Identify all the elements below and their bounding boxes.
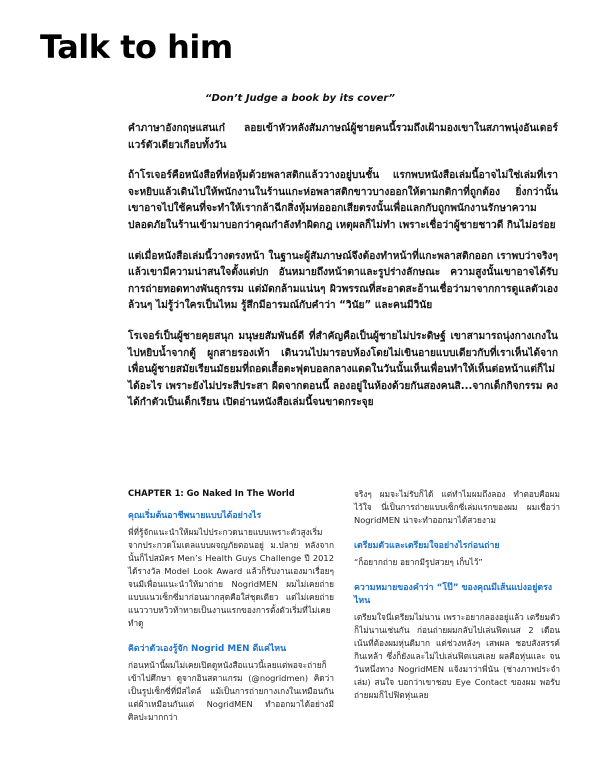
intro-paragraph: โรเจอร์เป็นผู้ชายคุยสนุก มนุษยสัมพันธ์ดี ที่สำคัญคือเป็นผู้ชายไม่ประดิษฐ์ เขาสามารถนุ่งกางเกงในไปหยิบน้ำจากตู้ ผูกสายรองเท้า เดินวนไปมารอบห้องโดยไม่เขินอายแบบเดียวกับที่เราเห็นได้จากเพื่อนผู้ชายสมัยเรียนมัธยมที่ถอดเสื้อตะฟุตบอลกลางแดดในวันนั้นเห็นเพื่อนทำให้เห็นต่อหน้าแต่ก็ไม่ได้อะไร เพราะยังไม่ประสีประสา ผิดจากตอนนี้ ลองอยู่ในห้องด้วยกันสองคนสิ...จากเด็กกิจกรรม คงได้กำตัวเป็นเด็กเรียน เปิดอ่านหนังสือเล่มนี้จนขาดกระจุย — [128, 330, 558, 409]
answer-text: “ก็อยากถ่าย อยากมีรูปสวยๆ เก็บไว้” — [354, 557, 483, 567]
answer-text: เตรียมใจนี่เตรียมไม่นาน เพราะอยากลองอยู่แล้ว เตรียมตัวก็ไม่นานเช่นกัน ก่อนถ่ายผมกลับไปเล่นฟิตเนส 2 เดือน เน้นที่ต้องผมหุ่นดีมาก แต่ช่วงหลังๆ เสพผล ชอบสังสรรค์ กินเหล้า ซึ่งก็ยังและไม่ไปเล่นฟิตเนสเลย ผลคือหุ่นและ จนวันหนึ่งทาง NogridMEN แจ้งมาว่าพี่นัน (ช่างภาพประจำเล่ม) สนใจ บอกว่าเขาชอบ Eye Contact ของผม พอรับถ่ายผมก็ไปฟิตหุ่นเลย — [354, 612, 560, 700]
intro-paragraph: แต่เมื่อหนังสือเล่มนี้วางตรงหน้า ในฐานะผู้สัมภาษณ์จึงต้องทำหน้าที่แกะพลาสติกออก เราพบว่าจริงๆ แล้วเขามีความน่าสนใจตั้งแต่ปก อันหมายถึงหน้าตาและรูปร่างลักษณะ ความสูงนั้นเขาอาจได้รับการถ่ายทอดทางพันธุกรรม แต่มัดกล้ามแน่นๆ ผิวพรรณที่สะอาดสะอ้านเชื่อว่ามาจากการดูแลตัวเองล้วนๆ ไม่รู้ว่าใครเป็นไหม รู้สึกมีอารมณ์กับคำว่า “วินัย” และคนมีวินัย — [128, 250, 558, 312]
answer-text: พี่ที่รู้จักแนะนำให้ผมไปประกวดนายแบบเพราะตัวสูงเริ่มจากประกวดโมเดลแบบผจญภัยตอนอยู่ ม.ปลาย หลังจากนั้นก็ไปสมัคร Men’s Health Guys Challenge ปี 2012 ได้รางวัล Model Look Award แล้วก็รับงานเองมาเรื่อยๆ จนมีเพื่อนแนะนำให้มาถ่าย NogridMEN ผมไม่เคยถ่ายแบบแนวเซ็กซี่มาก่อนมากสุดคือใส่ชุดเดียว แต่ไม่เคยถ่ายแนววาบหวิวท้าทายเป็นงานแรกของการตั้งตัวเริ่มที่ไม่เคยทำดู — [128, 527, 334, 628]
intro-paragraph: ถ้าโรเจอร์คือหนังสือที่ห่อหุ้มด้วยพลาสติกแล้ววางอยู่บนชั้น แรกพบหนังสือเล่มนี้อาจไม่ใช่เล่มที่เราจะหยิบแล้วเดินไปให้พนักงานในร้านแกะห่อพลาสติกขาวบางออกให้ตามกติกาที่ถูกต้อง ยิ่งกว่านั้น เขาอาจไปใช้คนที่จะทำให้เรากล้าฉีกสิ่งหุ้มห่อออกเสียตรงนั้นเพื่อแลกกับถูกพนักงานรักษาความปลอดภัยในร้านเข้ามาบอกว่าคุณกำลังทำผิดกฎ เหตุผลก็ไม่ทำ เพราะเชื่อว่าผู้ชายชาวดี กินไม่อร่อย — [128, 170, 558, 231]
chapter-heading: CHAPTER 1: Go Naked In The World — [128, 488, 295, 498]
intro-paragraph: คำภาษาอังกฤษแสนเก๋ ลอยเข้าหัวหลังสัมภาษณ์ผู้ชายคนนี้รวมถึงเฝ้ามองเขาในสภาพนุ่งอันเดอร์แวร์ตัวเดียวเกือบทั้งวัน — [128, 123, 558, 151]
answer-text: จริงๆ ผมจะไม่รับก็ได้ แต่ทำไมผมถึงลอง ทำตอบคือผมไว้ใจ นี่เป็นการถ่ายแบบเซ็กซี่เล่มแรกของผม ผมเชื่อว่า NogridMEN น่าจะทำออกมาได้สวยงาม — [354, 489, 560, 525]
left-column — [128, 488, 334, 737]
article-quote: “Don’t Judge a book by its cover” — [205, 93, 395, 104]
article-title: Talk to him — [40, 28, 233, 66]
intro-paragraphs — [128, 121, 558, 426]
question-heading: คุณเริ่มต้นอาชีพนายแบบได้อย่างไร — [128, 511, 262, 521]
question-heading: ความหมายของคำว่า “โป๊” ของคุณมีเส้นแบ่งอยู่ตรงไหน — [354, 583, 553, 606]
question-heading: เตรียมตัวและเตรียมใจอย่างไรก่อนถ่าย — [354, 541, 500, 551]
right-column — [354, 488, 560, 715]
answer-text: ก่อนหน้านี้ผมไม่เคยเปิดดูหนังสือแนวนี้เลยแต่พอจะถ่ายก็เข้าไปศึกษา ดูจากอินสตาแกรม (@nogridmen) คิดว่าเป็นรูปเซ็กซี่ที่มีสไตล์ แม้เป็นการถ่ายกางเกงในเหมือนกัน แต่ผ้าเหมือนกันแต่ NogridMEN ทำออกมาได้อย่างมีศิลปะมากกว่า — [128, 660, 334, 722]
question-heading: คิดว่าตัวเองรู้จัก Nogrid MEN ดีแค่ไหน — [128, 644, 287, 654]
